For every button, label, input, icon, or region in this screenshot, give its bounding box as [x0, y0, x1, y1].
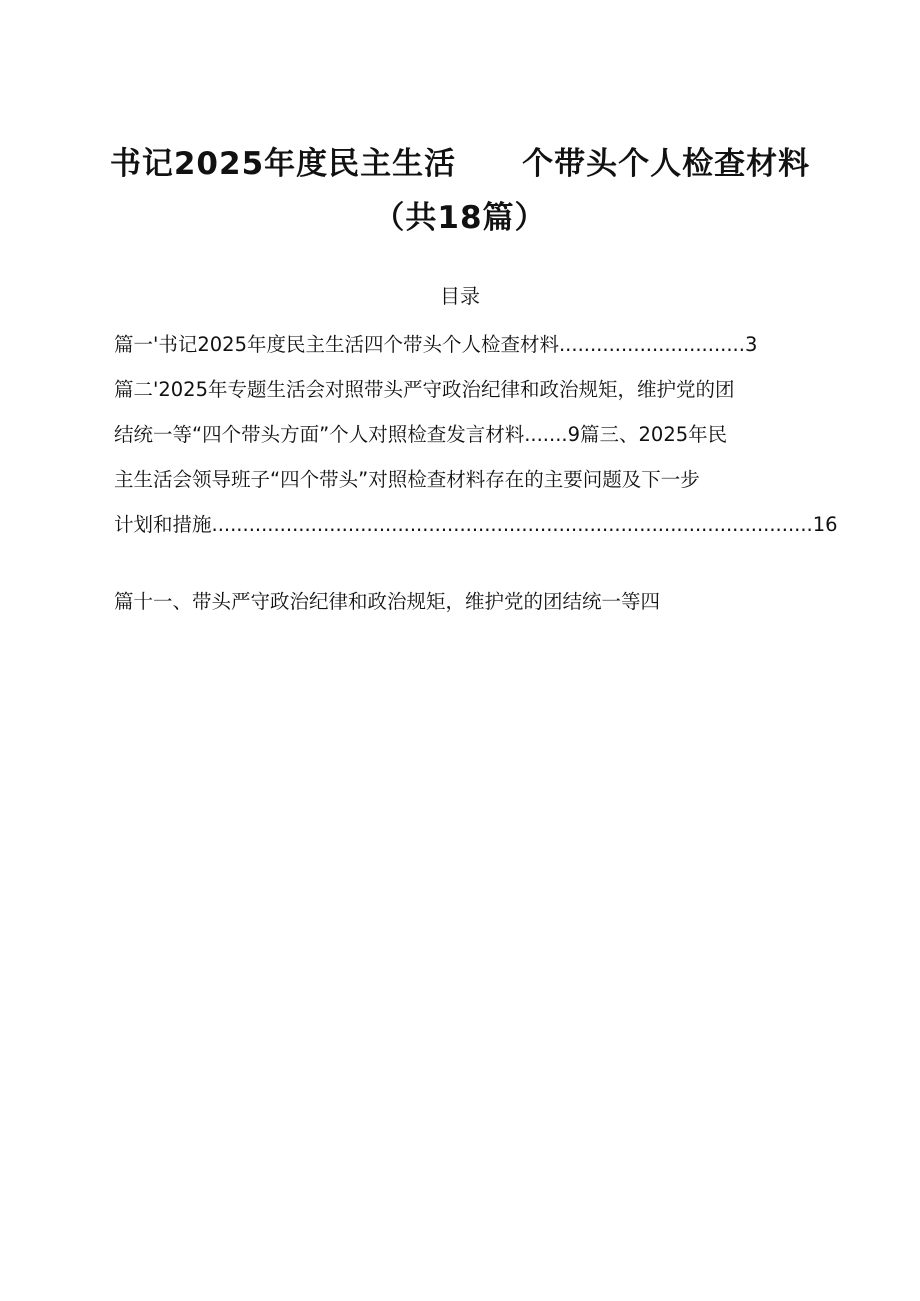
document-title-line-1 [0, 138, 920, 183]
title-part-1: 书记2025年度民主生活 [109, 146, 457, 182]
section-start-text: 篇十一、带头严守政治纪律和政治规矩，维护党的团结统一等四 [114, 590, 661, 613]
toc-line: 计划和措施.................................................................................................16 [114, 513, 838, 536]
toc-line: 篇一'书记2025年度民主生活四个带头个人检查材料..............................3 [114, 333, 758, 356]
table-of-contents [114, 322, 844, 547]
toc-heading: 目录 [440, 284, 480, 308]
toc-line: 篇二'2025年专题生活会对照带头严守政治纪律和政治规矩，维护党的团 [114, 378, 735, 401]
toc-line: 主生活会领导班子“四个带头”对照检查材料存在的主要问题及下一步 [114, 468, 700, 491]
document-title-line-2: （共18篇） [373, 200, 547, 236]
title-part-2: 个带头个人检查材料 [522, 146, 811, 182]
toc-line: 结统一等“四个带头方面”个人对照检查发言材料.......9篇三、2025年民 [114, 423, 728, 446]
